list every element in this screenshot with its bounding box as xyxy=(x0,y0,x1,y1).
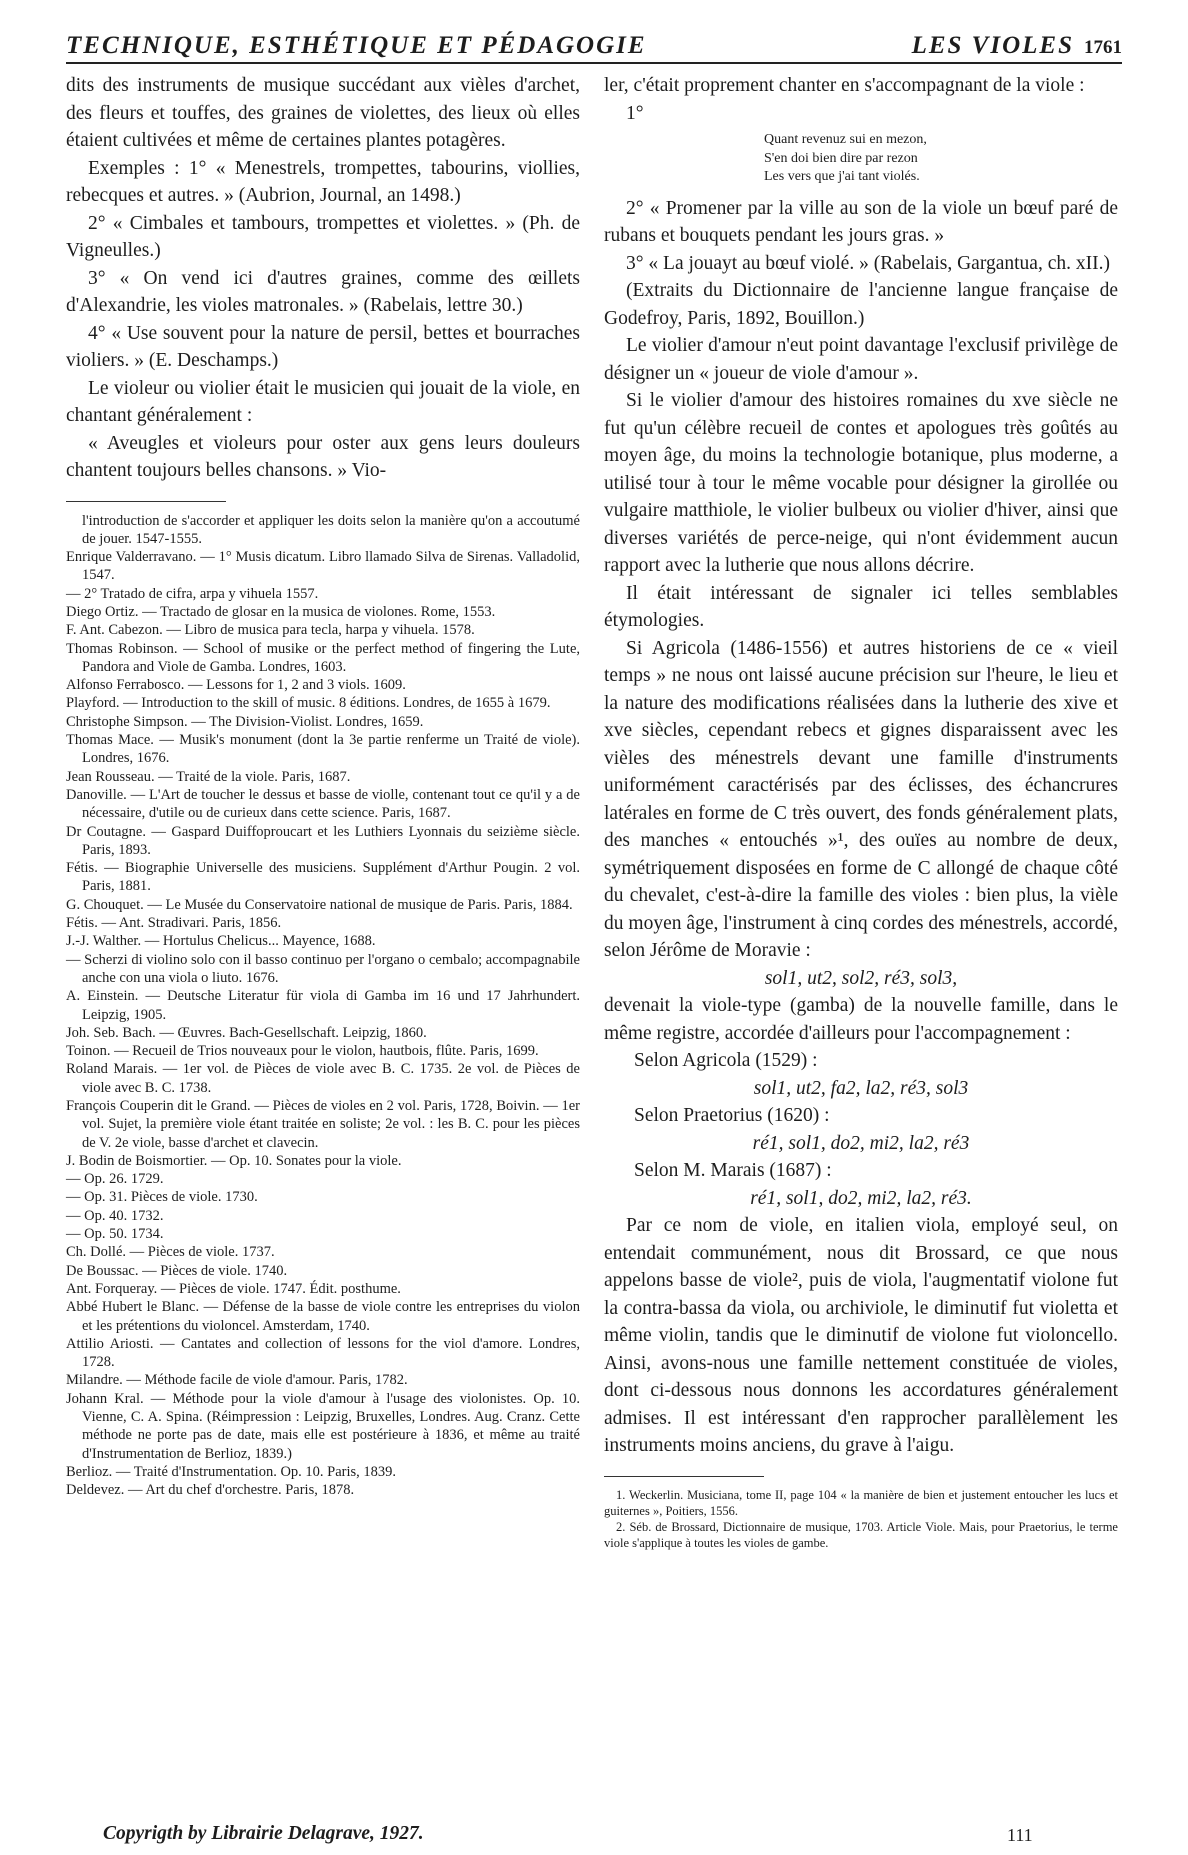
right-body-text xyxy=(604,72,1118,1460)
paragraph: ler, c'était proprement chanter en s'accompagnant de la viole : xyxy=(604,75,1085,96)
header-chapter-name: LES VIOLES xyxy=(911,32,1074,59)
paragraph: « Aveugles et violeurs pour oster aux gens leurs douleurs chantent toujours belles chansons. » Vio- xyxy=(66,432,580,481)
paragraph: (Extraits du Dictionnaire de l'ancienne langue française de Godefroy, Paris, 1892, Bouillon.) xyxy=(604,280,1118,329)
footnote: 2. Séb. de Brossard, Dictionnaire de musique, 1703. Article Viole. Mais, pour Praetorius, le terme viole s'applique à toutes les violes de gambe. xyxy=(604,1519,1118,1550)
bibliography-entry: Deldevez. — Art du chef d'orchestre. Paris, 1878. xyxy=(66,1482,355,1499)
tuning-formula: ré1, sol1, do2, mi2, la2, ré3 xyxy=(752,1132,970,1154)
bibliography-entry: Alfonso Ferrabosco. — Lessons for 1, 2 and 3 viols. 1609. xyxy=(66,677,406,694)
bibliography-entry: A. Einstein. — Deutsche Literatur für viola di Gamba im 16 und 17 Jahrhundert. Leipzig, 1905. xyxy=(66,988,580,1023)
page-number: 1761 xyxy=(1084,37,1122,58)
bibliography-entry: J.-J. Walther. — Hortulus Chelicus... Mayence, 1688. xyxy=(66,933,376,950)
bibliography-entry: Milandre. — Méthode facile de viole d'amour. Paris, 1782. xyxy=(66,1372,408,1389)
section-divider xyxy=(66,501,226,502)
bibliography-entry: Thomas Robinson. — School of musike or the perfect method of fingering the Lute, Pandora and Viole de Gamba. Londres, 1603. xyxy=(66,640,580,675)
paragraph: dits des instruments de musique succédant aux vièles d'archet, des fleurs et touffes, des graines de violettes, des lieux où elles étaient cultivées et même de certaines plantes potagères. xyxy=(66,75,580,151)
paragraph: 4° « Use souvent pour la nature de persil, bettes et bourraches violiers. » (E. Deschamps.) xyxy=(66,322,580,371)
paragraph: Le violier d'amour n'eut point davantage l'exclusif privilège de désigner un « joueur de viole d'amour ». xyxy=(604,335,1118,384)
paragraph: 2° « Cimbales et tambours, trompettes et violettes. » (Ph. de Vigneulles.) xyxy=(66,212,580,261)
left-column xyxy=(66,72,580,1500)
bibliography-entry: G. Chouquet. — Le Musée du Conservatoire national de musique de Paris. Paris, 1884. xyxy=(66,896,573,913)
bibliography-entry: Jean Rousseau. — Traité de la viole. Paris, 1687. xyxy=(66,768,351,785)
folio-number: 111 xyxy=(1007,1825,1033,1845)
bibliography-entry: — Op. 40. 1732. xyxy=(66,1207,164,1224)
bibliography-entry: — 2° Tratado de cifra, arpa y vihuela 1557. xyxy=(66,585,319,602)
footnote-divider xyxy=(604,1476,764,1477)
bibliography-entry: Joh. Seb. Bach. — Œuvres. Bach-Gesellschaft. Leipzig, 1860. xyxy=(66,1024,427,1041)
bibliography-entry: Playford. — Introduction to the skill of music. 8 éditions. Londres, de 1655 à 1679. xyxy=(66,695,551,712)
bibliography-entry: Fétis. — Ant. Stradivari. Paris, 1856. xyxy=(66,915,282,932)
tuning-label: Selon Agricola (1529) : xyxy=(634,1050,818,1071)
bibliography-entry: Thomas Mace. — Musik's monument (dont la 3e partie renferme un Traité de viole). Londres, 1676. xyxy=(66,732,580,767)
header-section-title: TECHNIQUE, ESTHÉTIQUE ET PÉDAGOGIE xyxy=(66,32,647,59)
bibliography-entry: Danoville. — L'Art de toucher le dessus et basse de violle, contenant tout ce qu'il y a de nécessaire, d'utile ou de curieux dans cette science. Paris, 1687. xyxy=(66,786,580,822)
bibliography-entry: François Couperin dit le Grand. — Pièces de violes en 2 vol. Paris, 1728, Boivin. — 1er vol. Sujet, la première viole étant traitée en soliste; 2e vol. : les B. C. pour les pièces de V. 2e viole, basse d'archet et clavecin. xyxy=(66,1098,580,1151)
bibliography-entry: Roland Marais. — 1er vol. de Pièces de viole avec B. C. 1735. 2e vol. de Pièces de viole avec B. C. 1738. xyxy=(66,1061,580,1096)
bibliography-entry: Fétis. — Biographie Universelle des musiciens. Supplément d'Arthur Pougin. 2 vol. Paris, 1881. xyxy=(66,860,580,895)
copyright-line: Copyrigth by Librairie Delagrave, 1927. xyxy=(103,1823,424,1844)
paragraph: Si le violier d'amour des histoires romaines du xve siècle ne fut qu'un célèbre recueil de contes et apologues très goûtés au moyen âge, du moins la technologie botanique, plus moderne, a utilisé tour à tour le même vocable pour désigner la girollée ou vulgaire matthiole, le violier bulbeux ou violier d'hiver, ainsi que diverses variétés de perce-neige, qui n'ont évidemment aucun rapport avec la lutherie que nous allons décrire. xyxy=(604,390,1118,576)
bibliography-entry: Ch. Dollé. — Pièces de viole. 1737. xyxy=(66,1244,275,1261)
footnote: 1. Weckerlin. Musiciana, tome II, page 104 « la manière de bien et justement entoucher les lucs et guiternes », Poitiers, 1556. xyxy=(604,1487,1118,1518)
bibliography-entry: — Op. 31. Pièces de viole. 1730. xyxy=(66,1189,258,1206)
verse-quote xyxy=(764,131,1118,187)
header-chapter-title xyxy=(912,32,1122,60)
paragraph: Le violeur ou violier était le musicien qui jouait de la viole, en chantant généralement : xyxy=(66,377,580,426)
bibliography-entry: J. Bodin de Boismortier. — Op. 10. Sonates pour la viole. xyxy=(66,1152,402,1169)
bibliography-entry: De Boussac. — Pièces de viole. 1740. xyxy=(66,1262,288,1279)
bibliography-list xyxy=(66,512,580,1500)
tuning-formula: sol1, ut2, fa2, la2, ré3, sol3 xyxy=(753,1077,969,1099)
tuning-label: Selon M. Marais (1687) : xyxy=(634,1160,832,1181)
paragraph: 2° « Promener par la ville au son de la viole un bœuf paré de rubans et bouquets pendant les jours gras. » xyxy=(604,197,1118,246)
paragraph: Il était intéressant de signaler ici telles semblables étymologies. xyxy=(604,582,1118,631)
bibliography-entry: F. Ant. Cabezon. — Libro de musica para tecla, harpa y vihuela. 1578. xyxy=(66,622,475,639)
bibliography-entry: Christophe Simpson. — The Division-Violist. Londres, 1659. xyxy=(66,713,424,730)
paragraph: Par ce nom de viole, en italien viola, employé seul, on entendait communément, nous dit Brossard, ce que nous appelons basse de viole², puis de viola, l'augmentatif violone fut la contra-bassa da viola, ou archiviole, le diminutif fut violetta et même violin, tandis que le diminutif de violone fut violoncello. Ainsi, avons-nous une famille nettement constituée de violes, dont ci-dessous nous donnons les accordatures généralement admises. Il est intéressant d'en rapprocher parallèlement les instruments moins anciens, du grave à l'aigu. xyxy=(604,1215,1118,1456)
bibliography-entry: Enrique Valderravano. — 1° Musis dicatum. Libro llamado Silva de Sirenas. Valladolid, 1547. xyxy=(66,549,580,584)
bibliography-entry: Toinon. — Recueil de Trios nouveaux pour le violon, hautbois, flûte. Paris, 1699. xyxy=(66,1043,539,1060)
bibliography-entry: Johann Kral. — Méthode pour la viole d'amour à l'usage des violonistes. Op. 10. Vienne, C. A. Spina. (Réimpression : Leipzig, Bruxelles, Londres. Aug. Cranz. Cette méthode ne porte pas de date, mais elle est postérieure à 1836, et même au traité d'Instrumentation de Berlioz, 1839.) xyxy=(66,1390,580,1462)
bibliography-entry: — Op. 50. 1734. xyxy=(66,1226,164,1243)
paragraph: Si Agricola (1486-1556) et autres historiens de ce « vieil temps » ne nous ont laissé aucune précision sur l'heure, le lieu et la nature des modifications réalisées dans la lutherie des xive et xve siècles, cependant rebecs et gignes disparaissent avec les vièles des ménestrels devant une famille d'instruments uniformément caractérisés par des éclisses, des échancrures latérales en forme de C très ouvert, des fonds généralement plats, des manches « entouchés »¹, des ouïes au nombre de deux, symétriquement disposées en forme de C allongé de chaque côté du chevalet, c'est-à-dire la famille des violes : bien plus, la vièle du moyen âge, l'instrument à cinq cordes des ménestrels, accordé, selon Jérôme de Moravie : xyxy=(604,637,1118,961)
list-number: 1° xyxy=(626,102,644,124)
right-column xyxy=(604,72,1118,1551)
bibliography-entry: — Scherzi di violino solo con il basso continuo per l'organo o cembalo; accompagnabile anche con una viola o liuto. 1676. xyxy=(66,951,580,986)
paragraph: 3° « La jouayt au bœuf violé. » (Rabelais, Gargantua, ch. xII.) xyxy=(626,252,1110,274)
bibliography-entry: Ant. Forqueray. — Pièces de viole. 1747. Édit. posthume. xyxy=(66,1280,401,1297)
tuning-label: Selon Praetorius (1620) : xyxy=(634,1105,830,1126)
paragraph: 3° « On vend ici d'autres graines, comme des œillets d'Alexandrie, les violes matronales. » (Rabelais, lettre 30.) xyxy=(66,267,580,316)
bibliography-entry: Diego Ortiz. — Tractado de glosar en la musica de violones. Rome, 1553. xyxy=(66,603,496,620)
tuning-formula: ré1, sol1, do2, mi2, la2, ré3. xyxy=(750,1187,972,1209)
verse-line: Les vers que j'ai tant violés. xyxy=(764,169,920,184)
left-body-text xyxy=(66,72,580,485)
bibliography-entry: — Op. 26. 1729. xyxy=(66,1171,164,1188)
bibliography-entry: l'introduction de s'accorder et appliquer les doits selon la manière qu'on a accoutumé de jouer. 1547-1555. xyxy=(82,512,580,547)
tuning-formula: sol1, ut2, sol2, ré3, sol3, xyxy=(764,967,958,989)
paragraph: devenait la viole-type (gamba) de la nouvelle famille, dans le même registre, accordée d'ailleurs pour l'accompagnement : xyxy=(604,995,1118,1044)
bibliography-entry: Abbé Hubert le Blanc. — Défense de la basse de viole contre les entreprises du violon et les prétentions du violoncel. Amsterdam, 1740. xyxy=(66,1299,580,1334)
bibliography-entry: Attilio Ariosti. — Cantates and collection of lessons for the viol d'amore. Londres, 1728. xyxy=(66,1335,580,1371)
bibliography-entry: Berlioz. — Traité d'Instrumentation. Op. 10. Paris, 1839. xyxy=(66,1463,397,1480)
bibliography-entry: Dr Coutagne. — Gaspard Duiffoproucart et les Luthiers Lyonnais du seizième siècle. Paris, 1893. xyxy=(66,823,580,858)
paragraph: Exemples : 1° « Menestrels, trompettes, tabourins, viollies, rebecques et autres. » (Aubrion, Journal, an 1498.) xyxy=(66,157,580,206)
verse-line: Quant revenuz sui en mezon, xyxy=(764,132,927,147)
running-header xyxy=(66,28,1122,64)
verse-line: S'en doi bien dire par rezon xyxy=(764,150,918,166)
footnotes xyxy=(604,1487,1118,1551)
